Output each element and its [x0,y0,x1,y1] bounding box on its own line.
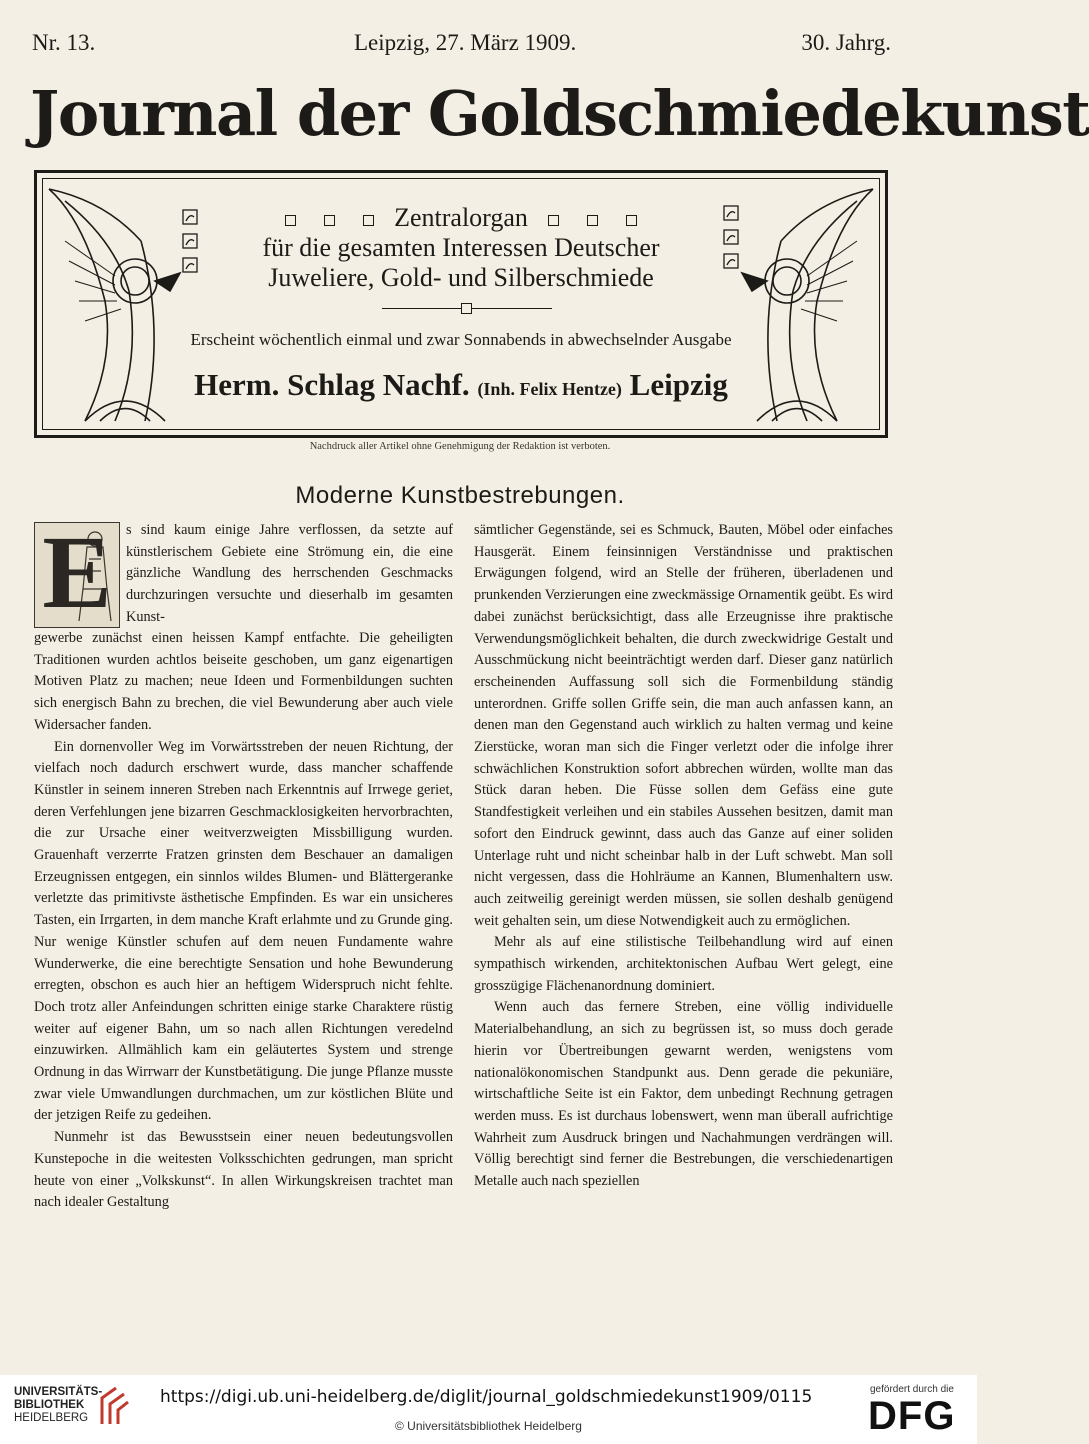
paragraph: Wenn auch das fernere Streben, eine völlig individuelle Materialbehandlung, an sich zu begrüssen ist, so muss doch gerade hierin vor Übertreibungen gewarnt werden, wenigstens vom nationalökonomischen Standpunkt aus. Denn gerade die pekuniäre, wirtschaftliche Seite ist ein Faktor, dem unbedingt Rechnung getragen werden muss. Es ist durchaus lobenswert, wenn man überall aufrichtige Wahrheit zum Ausdruck bringen und Nachahmungen verdrängen will. Völlig berechtigt sind ferner die Bestrebungen, die verschiedenartigen Metalle auch nach speziellen [474,999,893,1190]
paragraph: Ein dornenvoller Weg im Vorwärtsstreben der neuen Richtung, der vielfach noch dadurch erschwert wurde, dass mancher schaffende Künstler in seinem inneren Streben nach Erkenntnis auf Irrwege geriet, deren Verfehlungen jene bizarren Geschmacklosigkeiten hervorbrachten, die zur Ursache einer weitverzweigten Missbilligung wurden. Grauenhaft verzerrte Fratzen grinsten dem Beschauer an damaligen Erzeugnissen entgegen, ein sinnlos wildes Blumen- und Blättergeranke verletzte das primitivste ästhetische Empfinden. Es war ein unsicheres Tasten, ein Irrgarten, in dem manche Kraft erlahmte und zu Grunde ging. Nur wenige Künstler schufen auf dem neuen Fundamente wahre Wunderwerke, die eine berechtigte Sensation und hohe Bewunderung erregten, obschon es auch hier an heftigem Widerspruch nicht fehlte. Doch trotz aller Anfeindungen schritten einige starke Charaktere rüstig weiter auf eigener Bahn, um so nach allen Richtungen veredelnd einzuwirken. Allmählich kam ein geläutertes System und strenge Ordnung in das Wirrwarr der Kunstbetätigung. Die junge Pflanze musste zwar viele Umwandlungen durchmachen, um zur köstlichen Blüte und der jetzigen Reife zu gedeihen. [34,738,453,1124]
lead-paragraph-continuation [34,628,453,1214]
square-mark-icon [363,215,374,226]
article-column-1 [34,515,453,1211]
funding-label: gefördert durch die [870,1384,954,1395]
copyright-notice: © Universitätsbibliothek Heidelberg [395,1419,582,1433]
publisher-name: Herm. Schlag Nachf. [194,367,470,402]
article-column-2 [474,520,893,1193]
lead-paragraph: s sind kaum einige Jahre verflossen, da setzte auf künstlerischem Gebiete eine Strömung ein, die eine gänzliche Wandlung des herrschenden Geschmacks durchzuringen versuchte und dieserhalb im gesamten Kunst- [126,522,453,625]
paragraph: sämtlicher Gegenstände, sei es Schmuck, Bauten, Möbel oder einfaches Hausgerät. Einem feinsinnigen Verständnisse und praktischen Erwägungen folgend, wird an Stelle der früheren, überladenen und prunkenden Verzierungen eine zweckmässige Ornamentik geübt. Es wird dabei zunächst berücksichtigt, dass alle Erzeugnisse ihre praktische Verwendungsmöglichkeit behalten, die durch zweckwidrige Gestalt und Ausschmückung nicht beeinträchtigt werden darf. Dieser ganz natürlich erscheinenden Auffassung soll sich die Formenbildung ständig unterordnen. Griffe sollen Griffe sein, die man auch anfassen kann, an denen man den Gegenstand auch wirklich zu halten vermag und keine Zierstücke, woran man sich die Finger verletzt oder die infolge ihrer schwächlichen Konstruktion sofort abbrechen würden, wollte man das Stück daran heben. Die Füsse sollen dem Gefäss eine gute Standfestigkeit verleihen und ein stabiles Aussehen besitzen, damit man sofort den Eindruck gewinnt, dass auch das Ganze auf einer soliden Unterlage ruht und nicht scheinbar halb in der Luft schwebt. Man soll nicht vergessen, dass die Hohlräume an Kannen, Blumenhaltern usw. auch zeitweilig gereinigt werden müssen, sie sollen deshalb genügend weit gehalten sein, um diese Notwendigkeit auch zu ermöglichen. [474,522,893,929]
initial-letter: E [42,515,112,630]
square-mark-icon [548,215,559,226]
source-url-link[interactable]: https://digi.ub.uni-heidelberg.de/diglit/journal_goldschmiedekunst1909/0115 [160,1387,813,1407]
publication-schedule: Erscheint wöchentlich einmal und zwar Sonnabends in abwechselnder Ausgabe [190,330,732,349]
masthead-title: Journal der Goldschmiedekunst [30,77,1089,150]
banner-line-3: Juweliere, Gold- und Silberschmiede [268,263,654,292]
library-logo-icon [98,1384,130,1428]
square-mark-icon [587,215,598,226]
paragraph: Nunmehr ist das Bewusstsein einer neuen bedeutungsvollen Kunstepoche in die weitesten Volksschichten gedrungen, man spricht heute von einer „Volkskunst“. In allen Wirkungskreisen trachtet man nach idealer Gestaltung [34,1129,453,1211]
library-line: UNIVERSITÄTS- [14,1386,103,1398]
banner-line-1 [177,203,745,233]
volume-number: 30. Jahrg. [801,30,891,55]
square-mark-icon [626,215,637,226]
square-mark-icon [324,215,335,226]
paragraph: gewerbe zunächst einen heissen Kampf entfachte. Die geheiligten Traditionen wurden achtlos beiseite geschoben, um ganz eigenartigen Motiven Platz zu machen; neue Ideen und Formenbildungen suchten sich energisch Bahn zu brechen, die viel Bewunderung aber auch viele Widersacher fanden. [34,630,453,733]
publisher-banner [34,170,888,438]
digitization-footer [0,1375,977,1444]
issue-header [32,30,891,60]
square-mark-icon [285,215,296,226]
issue-number: Nr. 13. [32,30,96,55]
article-title: Moderne Kunstbestrebungen. [295,482,625,509]
decorative-initial [34,515,120,630]
banner-subtitle: Zentralorgan [394,203,528,232]
banner-divider [382,308,552,309]
dfg-logo: DFG [868,1394,956,1438]
paragraph: Mehr als auf eine stilistische Teilbehandlung wird auf einen sympathisch wirkenden, architektonischen Aufbau Wert gelegt, eine grosszügige Flächenanordnung dominiert. [474,934,893,994]
publisher-line [127,365,795,409]
square-mark-icon [461,303,472,314]
library-name [14,1386,102,1425]
publisher-city: Leipzig [629,367,728,402]
issue-date: Leipzig, 27. März 1909. [354,30,577,55]
banner-line-2: für die gesamten Interessen Deutscher [262,233,660,262]
article-opening [34,515,453,1211]
library-line: HEIDELBERG [14,1412,89,1424]
reprint-notice: Nachdruck aller Artikel ohne Genehmigung der Redaktion ist verboten. [309,441,611,452]
library-line: BIBLIOTHEK [14,1399,85,1411]
publisher-owner: (Inh. Felix Hentze) [477,379,622,399]
